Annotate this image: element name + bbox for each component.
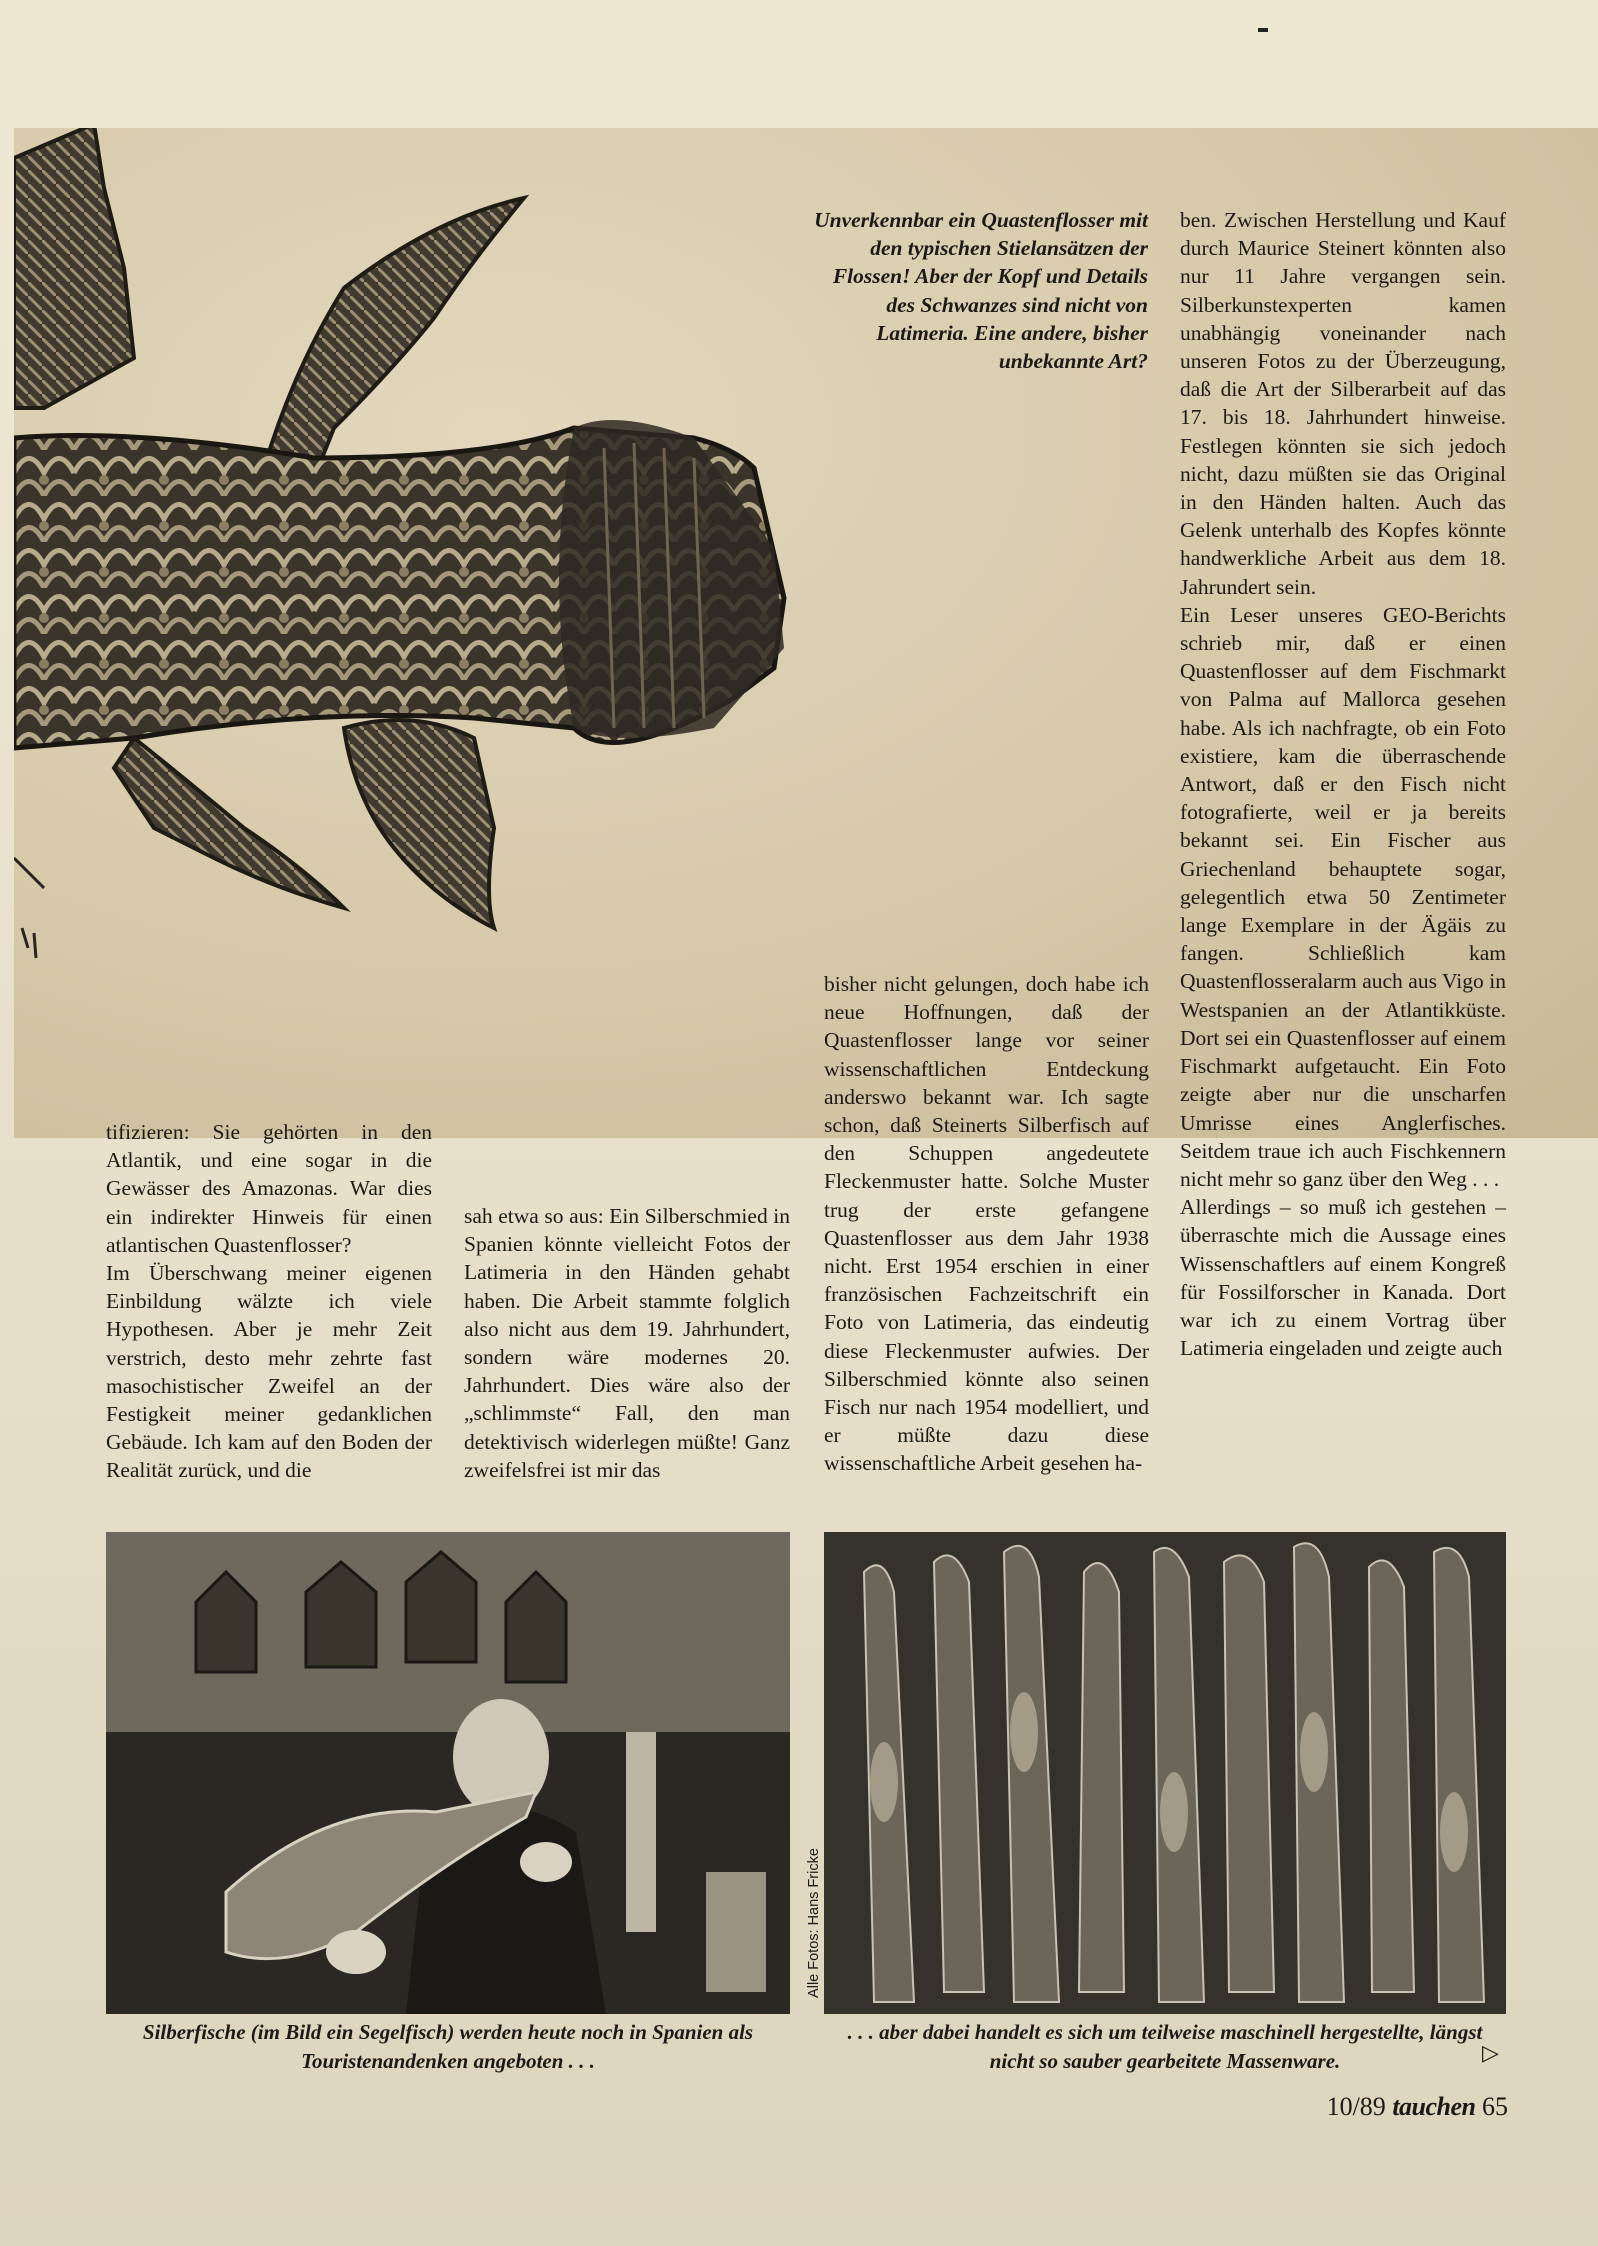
paragraph: sah etwa so aus: Ein Silberschmied in Spanien könnte vielleicht Fotos der Latimeria in den Händen gehabt haben. Die Arbeit stammte folglich also nicht aus dem 19. Jahrhundert, sondern wäre modernes 20. Jahrhundert. Dies wäre also der „schlimmste“ Fall, den man detektivisch widerlegen müßte! Ganz zweifelsfrei ist mir das (464, 1204, 790, 1482)
page-number: 65 (1482, 2092, 1508, 2121)
continue-arrow-icon: ▷ (1482, 2040, 1499, 2065)
paragraph: Im Überschwang meiner eigenen Einbildung wälzte ich viele Hypothesen. Aber je mehr Zeit verstrich, desto mehr zehrte fast masochistischer Zweifel an der Festigkeit meiner gedanklichen Gebäude. Ich kam auf den Boden der Realität zurück, und die (106, 1261, 432, 1483)
print-mark (1258, 28, 1268, 32)
photo-credit-text: Alle Fotos: Hans Fricke (806, 1848, 822, 1998)
issue-number: 10/89 (1326, 2092, 1386, 2121)
souvenir-fish-photo-drawing (824, 1532, 1506, 2014)
paragraph: tifizieren: Sie gehörten in den Atlantik, und eine sogar in die Gewässer des Amazonas. War dies ein indirekter Hinweis für einen atlantischen Quastenflosser? (106, 1120, 432, 1257)
photo-left-caption: Silberfische (im Bild ein Segelfisch) werden heute noch in Spanien als Touristenandenken angeboten . . . (142, 2020, 754, 2073)
silversmith-photo-drawing (106, 1532, 790, 2014)
photo-right-caption: . . . aber dabei handelt es sich um teilweise maschinell hergestellte, längst nicht so sauber gearbeitete Massenware. (847, 2020, 1483, 2073)
text-column-one (106, 1118, 432, 1485)
paragraph: Allerdings – so muß ich gestehen – überraschte mich die Aussage eines Wissenschaftlers auf einem Kongreß für Fossilforscher in Kanada. Dort war ich zu einem Vortrag über Latimeria eingeladen und zeigte auch (1180, 1195, 1506, 1361)
text-column-two (464, 1202, 790, 1484)
hero-caption: Unverkennbar ein Quastenflosser mit den typischen Stielansätzen der Flossen! Aber der Kopf und Details des Schwanzes sind nicht von Latimeria. Eine andere, bisher unbekannte Art? (814, 208, 1148, 374)
magazine-name: tauchen (1392, 2092, 1476, 2121)
page-folio (1327, 2092, 1508, 2122)
photo-credit (799, 1845, 829, 2015)
photo-silversmith (106, 1532, 790, 2014)
text-column-three (824, 970, 1149, 1478)
paragraph: Ein Leser unseres GEO-Berichts schrieb mir, daß er einen Quastenflosser auf dem Fischmarkt von Palma auf Mallorca gesehen habe. Als ich nachfragte, ob ein Foto existiere, kam die überraschende Antwort, daß er den Fisch nicht fotografierte, weil er ja bereits bekannt sei. Ein Fischer aus Griechenland behauptete sogar, gelegentlich etwa 50 Zentimeter lange Exemplare in der Ägäis zu fangen. Schließlich kam Quastenflosseralarm auch aus Vigo in Westspanien an der Atlantikküste. Dort sei ein Quastenflosser auf einem Fischmarkt aufgetaucht. Ein Foto zeigte aber nur die unscharfen Umrisse eines Anglerfisches. Seitdem traue ich auch Fischkennern nicht mehr so ganz über den Weg . . . (1180, 602, 1506, 1191)
page-top-margin (0, 0, 1598, 128)
paragraph: ben. Zwischen Herstellung und Kauf durch Maurice Steinert könnten also nur 11 Jahre vergangen sein. Silberkunstexperten kamen unabhängig voneinander nach unseren Fotos zu der Überzeugung, daß die Art der Silberarbeit auf das 17. bis 18. Jahrhundert hinweise. Festlegen könnten sie sich jedoch nicht, dazu müßten sie das Original in den Händen halten. Auch das Gelenk unterhalb des Kopfes könnte handwerkliche Arbeit aus dem 18. Jahrundert sein. (1180, 208, 1506, 599)
paragraph: bisher nicht gelungen, doch habe ich neue Hoffnungen, daß der Quastenflosser lange vor seiner wissenschaftlichen Entdeckung anderswo bekannt war. Ich sagte schon, daß Steinerts Silberfisch auf den Schuppen angedeutete Fleckenmuster hatte. Solche Muster trug der erste gefangene Quastenflosser aus dem Jahr 1938 nicht. Erst 1954 erschien in einer französischen Fachzeitschrift ein Foto von Latimeria, das eindeutig diese Fleckenmuster aufwies. Der Silberschmied könnte also seinen Fisch nur nach 1954 modelliert, und er müßte dazu diese wissenschaftliche Arbeit gesehen ha- (824, 972, 1149, 1476)
text-column-right (1180, 206, 1506, 1362)
photo-souvenir-fish (824, 1532, 1506, 2014)
